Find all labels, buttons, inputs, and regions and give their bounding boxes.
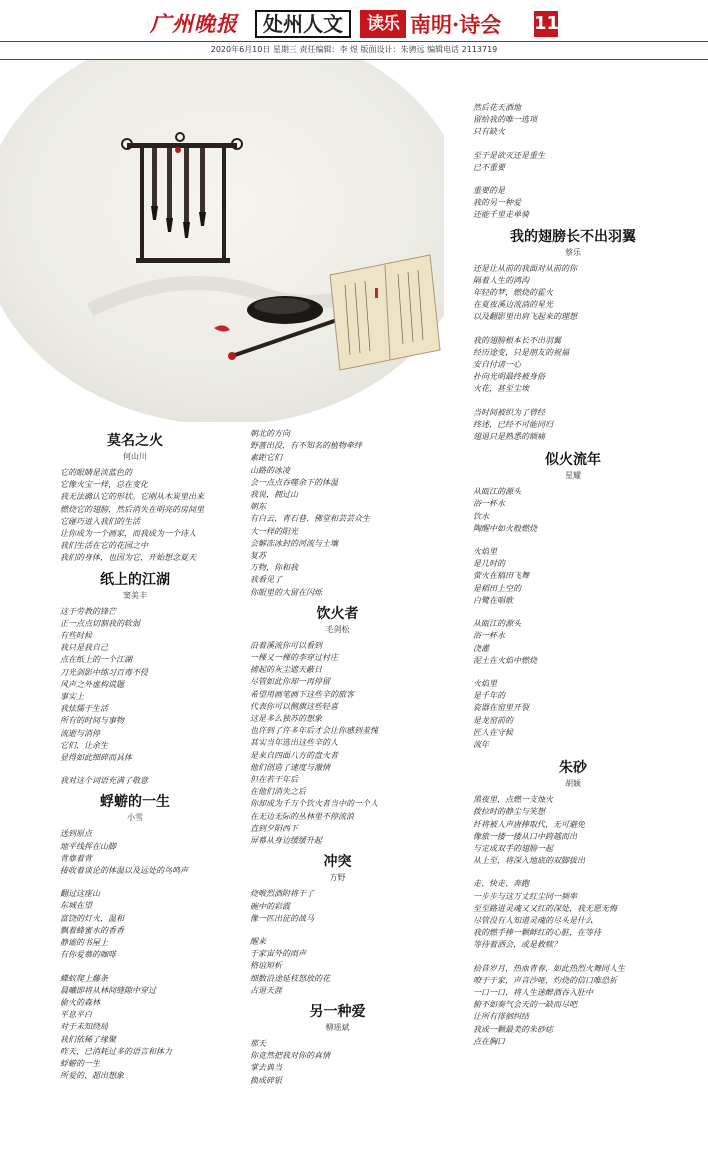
poem-line: 也许到了许多年后才会让你感到羞愧 xyxy=(250,726,378,736)
poem-line: 我看见了 xyxy=(250,575,282,585)
poem-line: 万物，你和我 xyxy=(250,563,298,573)
poem-line: 送到原点 xyxy=(60,829,92,839)
poem-line: 所有的时间与事物 xyxy=(60,716,124,726)
poem-line: 重要的是 xyxy=(473,186,505,196)
poem-line: 浴一杯水 xyxy=(473,631,505,641)
poem-line: 从上至，将深入地底的双脚拔出 xyxy=(473,856,585,866)
poem-line: 对于未知绕局 xyxy=(60,1022,108,1032)
poem-line: 萤火在稿田飞舞 xyxy=(473,571,529,581)
poem-line: 这于劳教的锋芒 xyxy=(60,606,116,616)
poem-line: 当时间被织为了曾经 xyxy=(473,407,545,417)
poem-line: 沿着溪流你可以看到 xyxy=(250,640,322,650)
page-number: 11 xyxy=(534,11,558,37)
poem-line: 点在胸口 xyxy=(473,1036,505,1046)
poem-line: 还是让从前的我面对从前的你 xyxy=(473,263,577,273)
poem-line: 显得如此细碎而具体 xyxy=(60,753,132,763)
poem-line: 俯不如奏气会天的一缺而尽吧 xyxy=(473,1000,577,1010)
poem-line: 以及翻影里出肩飞起来的理想 xyxy=(473,312,577,322)
poem-line: 我只是我自己 xyxy=(60,643,108,653)
poem-line: 飘着蜂蜜水的香香 xyxy=(60,925,124,935)
poem-author: 毛剑松 xyxy=(325,624,350,634)
poem-line: 与定成双手的翅膀一起 xyxy=(473,843,553,853)
poem-line: 黑夜里，点燃一支烛火 xyxy=(473,795,553,805)
poem-line: 我成一颗最美的朱砂痣 xyxy=(473,1024,553,1034)
poem-line: 一步步与这万丈红尘同一频率 xyxy=(473,891,577,901)
poem-p11 xyxy=(473,759,673,1048)
poem-line: 我的另一种爱 xyxy=(473,198,521,208)
poem-line: 在他们消失之后 xyxy=(250,787,306,797)
poem-line: 其实当年选出这些辛的人 xyxy=(250,738,338,748)
poem-line: 你却成为千万个饮火者当中的一个人 xyxy=(250,799,378,809)
poem-line: 火焰里 xyxy=(473,678,497,688)
poem-line: 是稻田上空的 xyxy=(473,583,521,593)
poem-line: 等待着洒会，或是救赎？ xyxy=(473,940,561,950)
poem-title: 朱砂 xyxy=(559,760,587,777)
poem-line: 希望用画笔画下这些辛的旅客 xyxy=(250,689,354,699)
poem-line: 然后花天酒地 xyxy=(473,103,521,112)
poem-line: 是来自四面八方的盘火者 xyxy=(250,750,338,760)
poem-line: 平息平白 xyxy=(60,1010,92,1020)
poem-line: 野蔷出没，有不知名的植物牵绊 xyxy=(250,441,362,451)
section-tag: 读乐 xyxy=(360,10,406,38)
poem-line: 富饶的灯火，温和 xyxy=(60,913,124,923)
poem-line: 山路的冰凌 xyxy=(250,465,290,475)
poem-line: 烧喉烈酒附将干了 xyxy=(250,889,314,899)
poem-line: 翻过这座山 xyxy=(60,889,100,899)
poem-author: 方野 xyxy=(329,873,346,883)
poem-line: 瓷器在窑里开裂 xyxy=(473,703,529,713)
column-2 xyxy=(250,428,425,1091)
poem-line: 拨拉时的静尘与笑想 xyxy=(473,807,545,817)
poem-line: 有白云、青石巷、佛堂和芸芸众生 xyxy=(250,514,370,524)
poem-line: 是龙窑前的 xyxy=(473,715,513,725)
poem-line: 换成碎银 xyxy=(250,1075,282,1085)
poem-line: 经历途变，只是朋友的祝福 xyxy=(473,347,569,357)
poem-line: 在无边无际的丛林里不停流浪 xyxy=(250,811,354,821)
poem-line: 有些时候 xyxy=(60,631,92,641)
poem-line: 燃烧它的翅膀，然后消失在明亮的房间里 xyxy=(60,504,204,514)
poem-line: 饮水 xyxy=(473,511,489,521)
illustration-svg xyxy=(0,60,444,422)
section-name: 处州人文 xyxy=(255,10,351,38)
poem-author: 何山川 xyxy=(123,452,147,461)
poem-line: 刀光剑影中练习百毒不侵 xyxy=(60,667,148,677)
poem-line: 于家宙外的雨声 xyxy=(250,949,306,959)
poem-author: 星耀 xyxy=(565,471,581,481)
poem-p2 xyxy=(60,571,210,788)
poem-line: 我们依稀了缘聚 xyxy=(60,1034,116,1044)
poem-line: 陶醒中如火般燃烧 xyxy=(473,523,537,533)
poem-line: 我怯懦于生活 xyxy=(60,704,108,714)
poem-line: 翅退只是熟悉的额痛 xyxy=(473,432,545,442)
poem-line: 占退天涯 xyxy=(250,985,282,995)
poem-line: 细数沿途延枝怒放的花 xyxy=(250,973,330,983)
poem-line: 至于是欲灭还是重生 xyxy=(473,150,545,160)
column-3 xyxy=(473,102,673,1052)
poem-line: 他们创造了速度与激情 xyxy=(250,762,330,772)
poem-line: 嘹于于家，声音沙哑，灼烧的信口唯恐祈 xyxy=(473,975,617,985)
poem-line: 终述，已经不可能同归 xyxy=(473,419,553,429)
poem-line: 我们的身体，也因为它，开始想念夏天 xyxy=(60,553,196,563)
poem-line: 它们，让余生 xyxy=(60,740,108,750)
poem-line: 浇灌 xyxy=(473,643,489,653)
poem-p3 xyxy=(60,793,210,1082)
poem-line: 接收着谈论的体温以及远处的鸟鸣声 xyxy=(60,866,188,876)
poem-author: 柳瑶斌 xyxy=(325,1022,350,1032)
poem-line: 尽管没有人知道灵魂的尽头是什么 xyxy=(473,915,593,925)
poem-line: 代表你可以侧旗这些轻喜 xyxy=(250,701,338,711)
poem-author: 窦美丰 xyxy=(123,590,147,600)
poem-line: 正一点点切割我的软弱 xyxy=(60,618,140,628)
poem-author: 胡颖 xyxy=(565,779,581,789)
poem-line: 在夏夜溪边流淌的星光 xyxy=(473,300,553,310)
poem-line: 它像火宝一样，总在变化 xyxy=(60,480,148,490)
poem-line: 那天 xyxy=(250,1038,266,1048)
poem-line: 会一点点吞噬余下的体温 xyxy=(250,477,338,487)
poem-author: 蔡乐 xyxy=(565,247,581,257)
poem-line: 匠人在守候 xyxy=(473,727,513,737)
poem-line: 风声之外虚构谎题 xyxy=(60,679,124,689)
poem-line: 蝶蚁爬上藤条 xyxy=(60,973,108,983)
poem-line: 掌去典当 xyxy=(250,1063,282,1073)
poem-line: 醒来 xyxy=(250,936,266,946)
poem-p1 xyxy=(60,432,210,565)
poem-line: 屏幕从身边缓缓升起 xyxy=(250,836,322,846)
poem-line: 让所有徘徊纠结 xyxy=(473,1012,529,1022)
poem-line: 它碰巧进入我们的生活 xyxy=(60,516,140,526)
poem-p10 xyxy=(473,451,673,751)
newspaper-brand: 广州晚报 xyxy=(150,11,238,36)
poem-line: 安自付诸一心 xyxy=(473,360,521,370)
poem-line: 泥土在火焰中燃烧 xyxy=(473,655,537,665)
poem-title: 纸上的江湖 xyxy=(100,571,170,588)
poem-line: 扑向光明最终被身俗 xyxy=(473,372,545,382)
poem-line: 所爱的，超出想象 xyxy=(60,1071,124,1081)
poem-line: 纤将被人声唐捧取代，无可避免 xyxy=(473,819,585,829)
poem-line: 大一样的阳光 xyxy=(250,526,298,536)
poem-line: 像一匹出征的战马 xyxy=(250,913,314,923)
poem-line: 蜉蝣的一生 xyxy=(60,1058,100,1068)
poem-line: 复苏 xyxy=(250,551,266,561)
poem-line: 尽管如此你却一再停留 xyxy=(250,677,330,687)
poem-p8 xyxy=(473,102,673,222)
poem-title: 蜉蝣的一生 xyxy=(100,794,170,811)
poem-line: 有你爱慕的咖啡 xyxy=(60,950,116,960)
ink-wash-illustration xyxy=(0,60,444,422)
poem-line: 从瓯江的源头 xyxy=(473,487,521,497)
poem-line: 点在纸上的一个江湖 xyxy=(60,655,132,665)
poem-line: 我对这个词语充满了敬意 xyxy=(60,776,148,786)
poem-title: 我的翅膀长不出羽翼 xyxy=(510,228,636,245)
poem-line: 碗中的彩霞 xyxy=(250,901,290,911)
poem-line: 留给我的唯一选项 xyxy=(473,115,537,125)
poem-line: 一棵又一棵的李穿过村庄 xyxy=(250,653,338,663)
poem-line: 一口一口，将人生迷醉酒吞入肚中 xyxy=(473,987,593,997)
poem-line: 我们生活在它的花园之中 xyxy=(60,541,148,551)
poem-line: 走、快走、奔跑 xyxy=(473,879,529,889)
poem-line: 地平线挥在山脚 xyxy=(60,841,116,851)
poem-line: 我说，拥过山 xyxy=(250,490,298,500)
poem-line: 还能千里走单骑 xyxy=(473,210,529,220)
poem-line: 掳起的灰尘遮天蔽日 xyxy=(250,665,322,675)
poem-line: 火焰里 xyxy=(473,547,497,557)
poem-p5 xyxy=(250,605,425,847)
poem-line: 格谊短析 xyxy=(250,961,282,971)
poem-line: 已不重要 xyxy=(473,162,505,172)
poem-line: 年轻的梦，燃烧的霍火 xyxy=(473,288,553,298)
poem-p7 xyxy=(250,1003,425,1087)
poem-line: 流逝与消停 xyxy=(60,728,100,738)
poem-line: 流年 xyxy=(473,739,489,749)
poem-line: 事实上 xyxy=(60,692,84,702)
poem-line: 白鹭在唱歌 xyxy=(473,595,513,605)
poem-line: 会解冻冰封的河流与土壤 xyxy=(250,538,338,548)
poem-line: 火花，甚至尘埃 xyxy=(473,384,529,394)
poem-line: 晨曦即将从林间缝隙中穿过 xyxy=(60,985,156,995)
poem-line: 朝北的方向 xyxy=(250,429,290,438)
poem-line: 素距它们 xyxy=(250,453,282,463)
poem-line: 我的燃手捧一颗鲜红的心脏，在等待 xyxy=(473,928,601,938)
poem-p9 xyxy=(473,228,673,444)
poem-line: 你眼里的大留在闪烁 xyxy=(250,587,322,597)
poem-line: 是千年的 xyxy=(473,691,505,701)
poem-line: 让你成为一个画家，而我成为一个诗人 xyxy=(60,529,196,539)
poem-line: 朝东 xyxy=(250,502,266,512)
poem-line: 像旅一搂一搂从口中跨越而出 xyxy=(473,831,577,841)
poem-line: 你竟然把我对你的真情 xyxy=(250,1051,330,1061)
page-topic: 南明·诗会 xyxy=(410,12,502,37)
poem-line: 拾昔岁月，热血青春，如此热烈火舞同人生 xyxy=(473,963,625,973)
poem-p4 xyxy=(250,428,425,599)
poem-author: 小雪 xyxy=(127,813,143,823)
poem-title: 饮火者 xyxy=(316,605,359,622)
poem-line: 我无法确认它的形状。它刚从木炭里出来 xyxy=(60,492,204,502)
poem-line: 它的眼睛是淡蓝色的 xyxy=(60,468,132,477)
poem-line: 隔着人生的鸿沟 xyxy=(473,275,529,285)
poem-title: 冲突 xyxy=(323,854,352,871)
poem-line: 昨天，已消耗过多的语言和体力 xyxy=(60,1046,172,1056)
dateline: 2020年6月10日 星期三 责任编辑：李 煜 版面设计：朱骋远 编辑电话 2113719 xyxy=(0,41,708,60)
poem-line: 东城在望 xyxy=(60,901,92,911)
poem-line: 偷火的森林 xyxy=(60,997,100,1007)
poem-line: 只有缺火 xyxy=(473,127,505,137)
poem-line: 但在若干年后 xyxy=(250,775,298,785)
poem-line: 直到夕阳西下 xyxy=(250,823,298,833)
poem-line: 从瓯江的源头 xyxy=(473,619,521,629)
poem-line: 静谧的书屋上 xyxy=(60,938,108,948)
poem-line: 是几时的 xyxy=(473,559,505,569)
column-1 xyxy=(60,432,210,1086)
poem-line: 这是多么独苏的想象 xyxy=(250,714,322,724)
poem-title: 似火流年 xyxy=(545,452,601,469)
poem-line: 我的翅膀根本长不出羽翼 xyxy=(473,335,561,345)
poem-title: 莫名之火 xyxy=(107,433,163,449)
poem-title: 另一种爱 xyxy=(309,1003,366,1020)
poem-line: 至至路进灵魂又又红的深处，我无愿无悔 xyxy=(473,903,617,913)
poem-line: 浴一杯水 xyxy=(473,499,505,509)
poem-line: 背靠着背 xyxy=(60,853,92,863)
poem-p6 xyxy=(250,853,425,997)
